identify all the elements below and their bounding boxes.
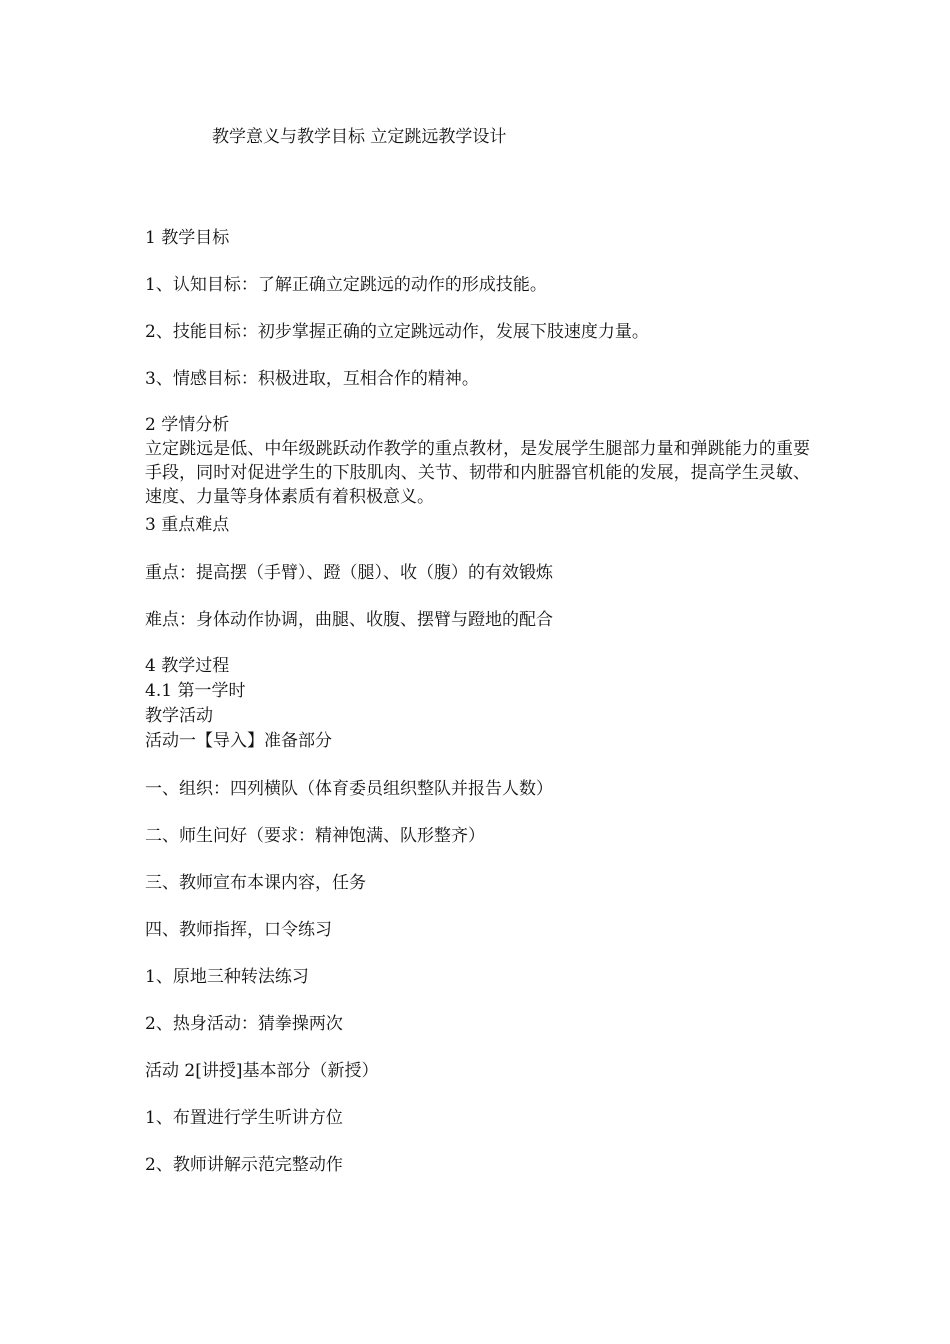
activity2-title: 活动 2[讲授]基本部分（新授） [145,1061,379,1081]
objective-skill: 2、技能目标：初步掌握正确的立定跳远动作，发展下肢速度力量。 [145,322,649,342]
section-heading-objectives: 1 教学目标 [145,228,230,248]
activity1-item-5: 1、原地三种转法练习 [145,967,309,987]
sub-heading-lesson-1: 4.1 第一学时 [145,681,246,701]
activity1-item-4: 四、教师指挥，口令练习 [145,920,332,940]
activity1-title: 活动一【导入】准备部分 [145,731,332,751]
activity1-item-3: 三、教师宣布本课内容，任务 [145,873,366,893]
activity2-item-2: 2、教师讲解示范完整动作 [145,1155,343,1175]
analysis-paragraph: 立定跳远是低、中年级跳跃动作教学的重点教材，是发展学生腿部力量和弹跳能力的重要手段，同时对促进学生的下肢肌肉、关节、韧带和内脏器官机能的发展，提高学生灵敏、速度、力量等身体素质有着积极意义。 [145,439,810,507]
document-title: 教学意义与教学目标 立定跳远教学设计 [212,127,507,147]
objective-cognitive: 1、认知目标：了解正确立定跳远的动作的形成技能。 [145,275,547,295]
key-point-line: 重点：提高摆（手臂）、蹬（腿）、收（腹）的有效锻炼 [145,563,553,583]
section-heading-key-points: 3 重点难点 [145,515,230,535]
activity2-item-1: 1、布置进行学生听讲方位 [145,1108,343,1128]
activity1-item-6: 2、热身活动：猜拳操两次 [145,1014,343,1034]
section-heading-process: 4 教学过程 [145,656,230,676]
objective-emotional: 3、情感目标：积极进取，互相合作的精神。 [145,369,479,389]
section-heading-analysis: 2 学情分析 [145,415,230,435]
activity1-item-1: 一、组织：四列横队（体育委员组织整队并报告人数） [145,779,553,799]
difficulty-line: 难点：身体动作协调，曲腿、收腹、摆臂与蹬地的配合 [145,610,553,630]
activities-label: 教学活动 [145,706,213,726]
activity1-item-2: 二、师生问好（要求：精神饱满、队形整齐） [145,826,485,846]
